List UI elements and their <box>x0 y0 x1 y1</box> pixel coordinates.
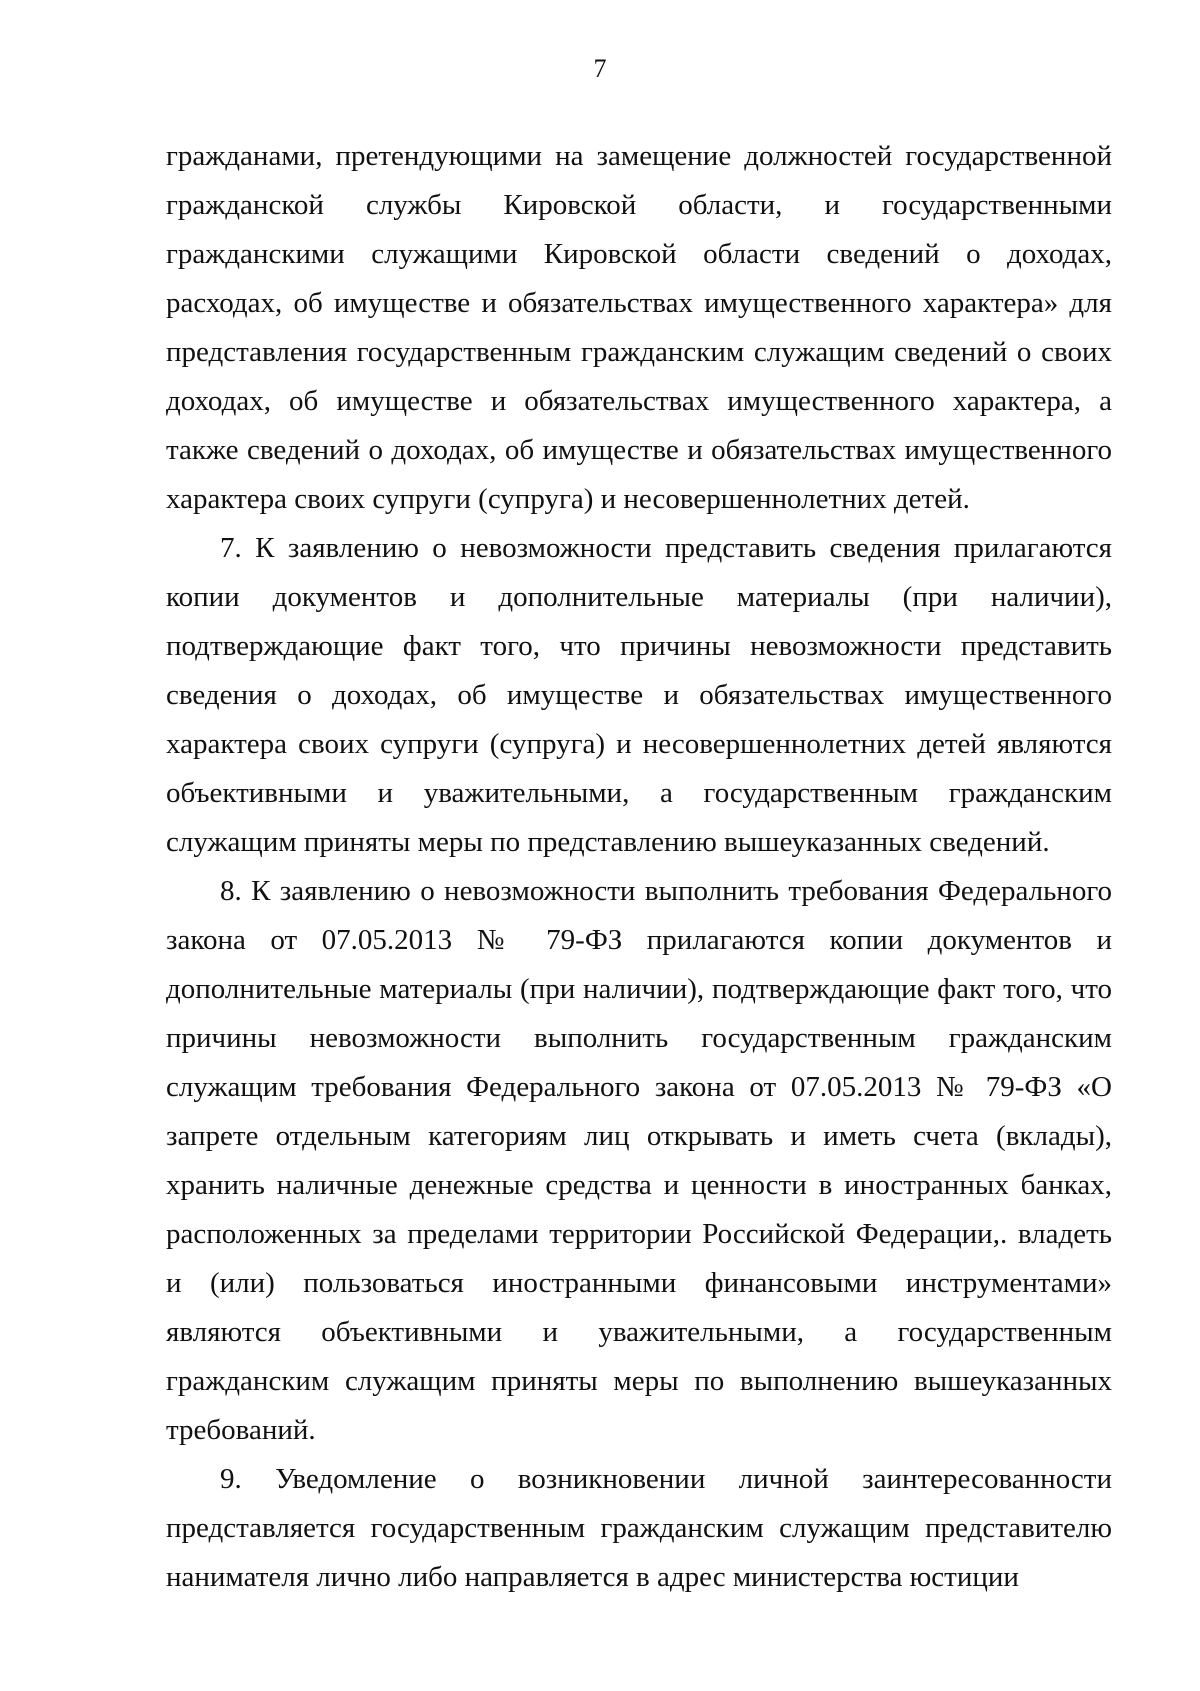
document-body <box>166 132 1112 1602</box>
paragraph-7: 7. К заявлению о невозможности представить сведения прилагаются копии документов и дополнительные материалы (при наличии), подтверждающие факт того, что причины невозможности представить сведения о доходах, об имуществе и обязательствах имущественного характера своих супруги (супруга) и несовершеннолетних детей являются объективными и уважительными, а государственным гражданским служащим приняты меры по представлению вышеуказанных сведений. <box>166 532 1112 858</box>
paragraph-9: 9. Уведомление о возникновении личной заинтересованности представляется государственным гражданским служащим представителю нанимателя лично либо направляется в адрес министерства юстиции <box>166 1463 1112 1593</box>
paragraph-continuation: гражданами, претендующими на замещение должностей государственной гражданской службы Кировской области, и государственными гражданскими служащими Кировской области сведений о доходах, расходах, об имуществе и обязательствах имущественного характера» для представления государственным гражданским служащим сведений о своих доходах, об имуществе и обязательствах имущественного характера, а также сведений о доходах, об имуществе и обязательствах имущественного характера своих супруги (супруга) и несовершеннолетних детей. <box>166 140 1112 515</box>
page-number: 7 <box>593 54 607 83</box>
paragraph-8: 8. К заявлению о невозможности выполнить требования Федерального закона от 07.05.2013 № 79-ФЗ прилагаются копии документов и дополнительные материалы (при наличии), подтверждающие факт того, что причины невозможности выполнить государственным гражданским служащим требования Федерального закона от 07.05.2013 № 79-ФЗ «О запрете отдельным категориям лиц открывать и иметь счета (вклады), хранить наличные денежные средства и ценности в иностранных банках, расположенных за пределами территории Российской Федерации,. владеть и (или) пользоваться иностранными финансовыми инструментами» являются объективными и уважительными, а государственным гражданским служащим приняты меры по выполнению вышеуказанных требований. <box>166 875 1112 1446</box>
